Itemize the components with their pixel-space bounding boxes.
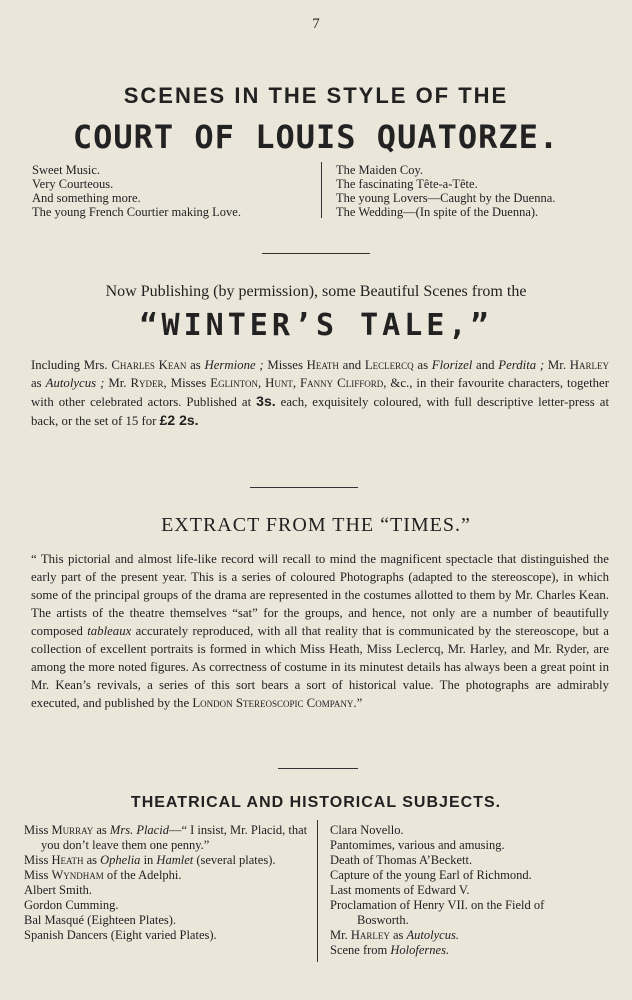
publishing-intro: Now Publishing (by permission), some Beautiful Scenes from the — [105, 283, 527, 300]
list-item: Miss Wyndham of the Adelphi. — [24, 868, 182, 882]
extract-heading: EXTRACT FROM THE “TIMES.” — [161, 514, 471, 536]
list-item: Spanish Dancers (Eight varied Plates). — [24, 928, 217, 942]
price-set: £2 2s. — [159, 412, 199, 428]
list-item: Pantomimes, various and amusing. — [330, 838, 505, 852]
column-divider — [321, 162, 322, 218]
list-item: Miss Heath as Ophelia in Hamlet (several plates). — [24, 853, 276, 867]
list-item: Mr. Harley as Autolycus. — [330, 928, 459, 942]
list-item: Scene from Holofernes. — [330, 943, 450, 957]
list-item: Sweet Music. — [32, 163, 101, 177]
divider — [250, 487, 358, 488]
subjects-list-right — [330, 823, 610, 958]
list-item: The young Lovers—Caught by the Duenna. — [336, 191, 556, 205]
list-item: Albert Smith. — [24, 883, 93, 897]
list-item: The young French Courtier making Love. — [32, 205, 241, 219]
heading-theatrical: THEATRICAL AND HISTORICAL SUBJECTS. — [130, 794, 502, 811]
scenes-list-right — [336, 163, 626, 219]
winters-tale-title: “WINTER’S TALE,” — [139, 308, 493, 343]
list-item: And something more. — [32, 191, 141, 205]
list-item: Gordon Cumming. — [24, 898, 119, 912]
list-item: Clara Novello. — [330, 823, 404, 837]
list-item-continuation: Bosworth. — [357, 913, 409, 927]
divider — [262, 253, 370, 254]
list-item: The Maiden Coy. — [336, 163, 424, 177]
list-item: The fascinating Tête-a-Tête. — [336, 177, 478, 191]
list-item: Very Courteous. — [32, 177, 114, 191]
list-item: Miss Murray as Mrs. Placid—“ I insist, Mr. Placid, that you don’t leave them one penny.” — [24, 823, 308, 852]
price-each: 3s. — [256, 393, 276, 409]
list-item: Proclamation of Henry VII. on the Field of — [330, 898, 545, 912]
list-item: Death of Thomas A’Beckett. — [330, 853, 473, 867]
list-item: Last moments of Edward V. — [330, 883, 470, 897]
list-item: Bal Masqué (Eighteen Plates). — [24, 913, 177, 927]
divider — [278, 768, 358, 769]
list-item: Capture of the young Earl of Richmond. — [330, 868, 532, 882]
heading-scenes: SCENES IN THE STYLE OF THE — [123, 83, 509, 108]
heading-louis-quatorze: COURT OF LOUIS QUATORZE. — [72, 118, 560, 156]
times-extract: “ This pictorial and almost life-like record will recall to mind the magnificent spectacle that distinguished the early part of the present year. This is a series of coloured Photographs (adapted to the stereoscope), in which some of the principal groups of the drama are represented in the costumes allotted to them by Mr. Charles Kean. The artists of the theatre themselves “sat” for the groups, and hence, not only are a number of beautifully composed tableaux accurately reproduced, with all that reality that is communicated by the stereoscope, but a collection of excellent portraits is formed in which Miss Heath, Miss Leclercq, Mr. Harley, and Mr. Ryder, are among the more noted figures. As correctness of costume in its minutest details has always been a great point in Mr. Kean’s revivals, a series of this sort bears a sort of historical value. The photographs are admirably executed, and published by the London Stereoscopic Company.” — [31, 552, 609, 710]
column-divider — [317, 820, 318, 962]
winters-tale-description: Including Mrs. Charles Kean as Hermione ; Misses Heath and Leclercq as Florizel and Perdita ; Mr. Harley as Autolycus ; Mr. Ryder, Misses Eglinton, Hunt, Fanny Clifford, &c., in their favourite characters, together with other celebrated actors. Published at 3s. each, exquisitely coloured, with full descriptive letter-press at back, or the set of 15 for £2 2s. — [31, 358, 610, 428]
subjects-list-left — [24, 823, 310, 943]
list-item: The Wedding—(In spite of the Duenna). — [336, 205, 539, 219]
scenes-list-left — [32, 163, 312, 219]
page-number: 7 — [312, 16, 320, 32]
